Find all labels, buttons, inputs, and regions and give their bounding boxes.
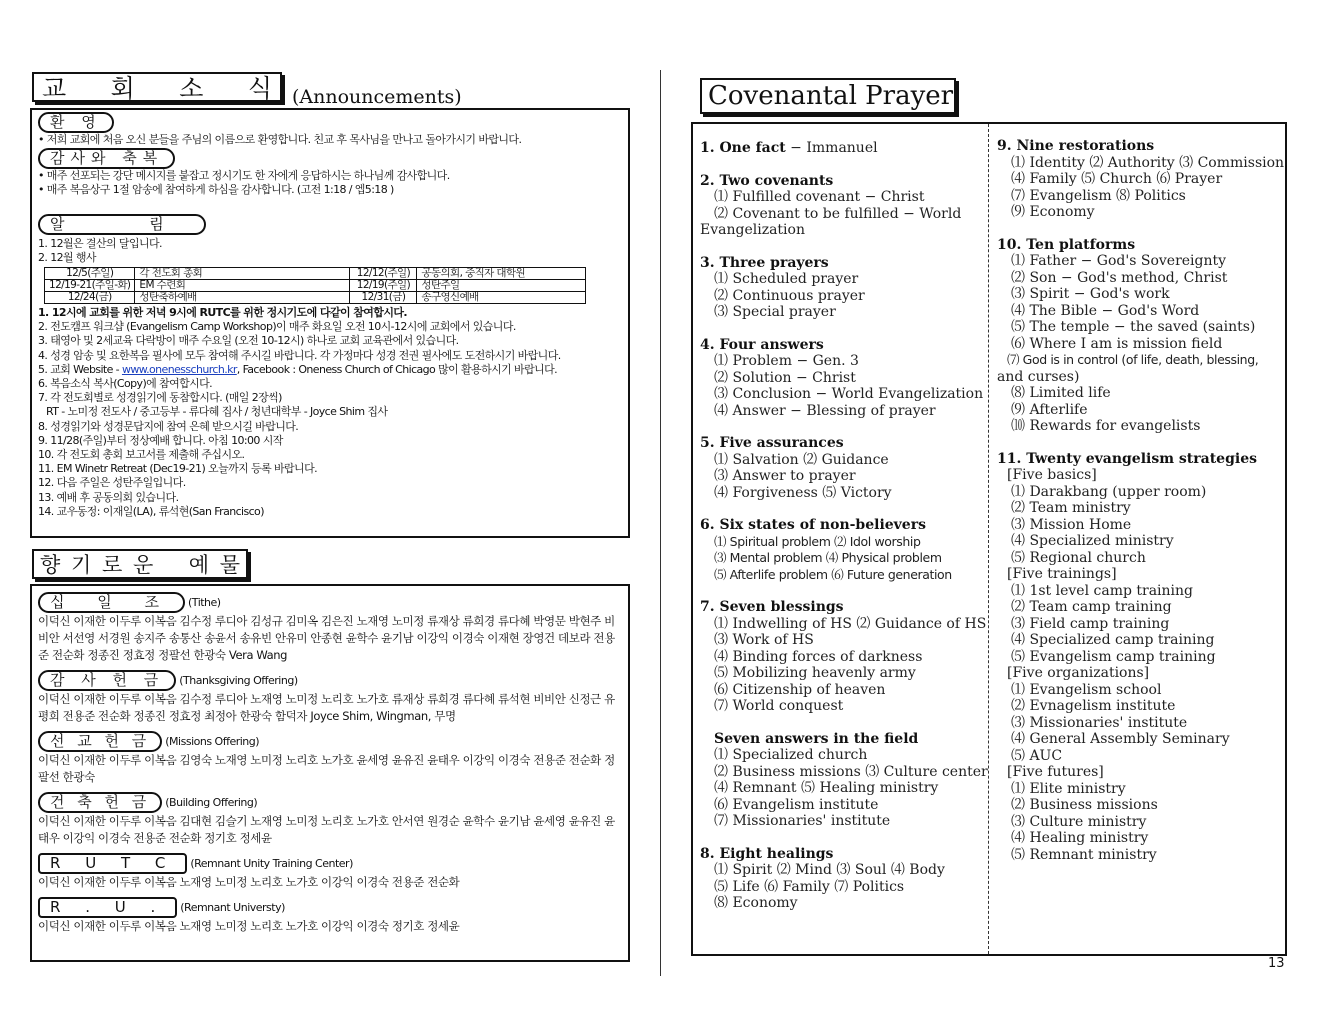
prayer-line: ⑸ AUC — [1011, 747, 1063, 764]
website-link[interactable]: www.onenesschurch.kr — [121, 362, 237, 376]
prayer-line: ⑴ Spiritual problem ⑵ Idol worship — [714, 533, 921, 549]
prayer-section-heading — [700, 517, 984, 534]
notice-item: RT - 노미정 전도사 / 중고등부 - 류다혜 집사 / 청년대학부 - Joyce Shim 집사 — [46, 405, 388, 419]
ru-names: 이덕신 이재한 이두루 이복음 노재영 노미정 노리호 노가호 이강익 이경숙 정기호 정세윤 — [38, 919, 460, 933]
prayer-line: ⑽ Rewards for evangelists — [1011, 418, 1201, 434]
prayer-line: ⑷ General Assembly Seminary — [1011, 731, 1230, 747]
ru-label: R . U . — [38, 897, 177, 918]
notice-item: 13. 예배 후 공동의회 있습니다. — [38, 490, 179, 504]
prayer-line: ⑵ Team ministry — [1011, 500, 1131, 516]
notice-item: 9. 11/28(주일)부터 정상예배 합니다. 아침 10:00 시작 — [38, 433, 283, 447]
prayer-line: ⑵ Covenant to be fulfilled − World — [714, 205, 962, 222]
prayer-line: ⑸ Mobilizing heavenly army — [714, 665, 916, 681]
prayer-line: ⑷ Healing ministry — [1011, 830, 1149, 846]
prayer-section-heading — [700, 337, 984, 354]
section-gap — [700, 419, 984, 435]
table-cell: 12/19-21(주일-화) — [45, 280, 135, 292]
heading-text: 2. Two covenants — [700, 172, 834, 189]
prayer-line: ⑴ Fulfilled covenant − Christ — [714, 189, 925, 205]
table-cell: 12/31(금) — [350, 292, 417, 304]
section-gap — [700, 157, 984, 173]
announcements-box — [30, 108, 630, 538]
prayer-line: [Five organizations] — [1007, 665, 1150, 681]
section-gap — [700, 715, 984, 731]
prayer-line: ⑺ Evangelism ⑻ Politics — [1011, 187, 1186, 204]
heading-text: 5. Five assurances — [700, 435, 844, 451]
prayer-line: ⑹ Where I am is mission field — [1011, 335, 1223, 352]
prayer-line: ⑺ God is in control (of life, death, blessing, — [1007, 352, 1259, 367]
table-cell: 12/5(주일) — [45, 268, 135, 280]
welcome-line: • 저희 교회에 처음 오신 분들을 주님의 이름으로 환영합니다. 친교 후 목사님을 만나고 돌아가시기 바랍니다. — [38, 133, 522, 146]
prayer-section-heading — [700, 846, 984, 863]
notice-intro: 2. 12월 행사 — [38, 250, 96, 264]
missions-names: 이덕신 이재한 이두루 이복음 김영숙 노재영 노미정 노리호 노가호 윤세영 윤유진 윤태우 이강익 이경숙 전용준 전순화 정팔선 한광숙 — [38, 753, 615, 784]
notice-item: 6. 복음소식 복사(Copy)에 참여합시다. — [38, 377, 213, 391]
prayer-line: ⑶ Answer to prayer — [714, 468, 856, 484]
prayer-line: ⑵ Evnagelism institute — [1011, 698, 1176, 714]
notice-item-website — [38, 363, 622, 377]
section-gap — [700, 321, 984, 337]
prayer-line: ⑴ Specialized church — [714, 747, 868, 763]
notice-item: 11. EM Winetr Retreat (Dec19-21) 오늘까지 등록 바랍니다. — [38, 462, 317, 476]
section-gap — [700, 239, 984, 255]
building-en: (Building Offering) — [165, 796, 258, 809]
welcome-label: 환 영 — [38, 112, 114, 133]
prayer-line: and curses) — [997, 368, 1080, 385]
notice-item: 14. 교우동정: 이재일(LA), 류석현(San Francisco) — [38, 504, 264, 518]
prayer-line: ⑺ Missionaries' institute — [714, 813, 891, 829]
website-prefix: 5. 교회 Website - — [38, 362, 122, 376]
missions-label: 선 교 헌 금 — [38, 731, 162, 752]
title-char: 기 — [71, 553, 92, 577]
covenantal-left-column — [700, 140, 988, 912]
table-cell: 송구영신예배 — [417, 292, 586, 304]
rutc-en: (Remnant Unity Training Center) — [190, 857, 353, 870]
prayer-line: ⑴ Problem − Gen. 3 — [714, 353, 859, 369]
offerings-box — [30, 584, 630, 962]
prayer-line: [Five basics] — [1007, 467, 1097, 483]
thanksgiving-label: 감 사 헌 금 — [38, 670, 176, 691]
prayer-line: ⑷ Specialized camp training — [1011, 632, 1215, 648]
prayer-line: ⑶ Culture ministry — [1011, 813, 1147, 830]
building-names: 이덕신 이재한 이두루 이복음 김대현 김슬기 노재영 노미정 노리호 노가호 안서연 원경순 윤학수 윤기남 윤세영 윤유진 윤태우 이강익 이경숙 전용준 전순화 정기호 정세윤 — [38, 814, 615, 845]
ru-en: (Remnant Universty) — [180, 901, 285, 914]
table-cell: 성탄축하예배 — [135, 292, 350, 304]
title-char: 물 — [219, 553, 240, 577]
covenantal-right-column — [997, 138, 1283, 863]
notice-item: 10. 각 전도회 총회 보고서를 제출해 주십시오. — [38, 448, 245, 462]
section-gap — [700, 830, 984, 846]
table-cell: 각 전도회 총회 — [135, 268, 350, 280]
section-gap — [700, 501, 984, 517]
prayer-section-heading — [700, 435, 984, 452]
section-gap — [997, 435, 1283, 451]
heading-text: 6. Six states of non-believers — [700, 517, 926, 533]
missions-en: (Missions Offering) — [165, 735, 260, 748]
table-cell: 12/19(주일) — [350, 280, 417, 292]
prayer-line: ⑹ Evangelism institute — [714, 796, 879, 813]
heading-text: 11. Twenty evangelism strategies — [997, 450, 1257, 467]
table-cell: EM 수련회 — [135, 280, 350, 292]
title-char: 식 — [247, 74, 272, 103]
prayer-line: ⑶ Missionaries' institute — [1011, 714, 1188, 731]
prayer-line: ⑵ Continuous prayer — [714, 287, 865, 304]
prayer-line: ⑼ Afterlife — [1011, 401, 1088, 418]
prayer-line: ⑻ Economy — [714, 895, 798, 911]
rutc-names: 이덕신 이재한 이두루 이복음 노재영 노미정 노리호 노가호 이강익 이경숙 전용준 전순화 — [38, 875, 460, 889]
section-gap — [997, 221, 1283, 237]
table-cell: 12/24(금) — [45, 292, 135, 304]
title-char: 회 — [110, 74, 135, 103]
notice-item: 7. 각 전도회별로 성경읽기에 동참합시다. (매일 2장씩) — [38, 391, 282, 405]
prayer-line: ⑵ Team camp training — [1011, 599, 1172, 615]
prayer-section-heading — [997, 138, 1283, 155]
prayer-line: ⑷ Binding forces of darkness — [714, 648, 923, 665]
thanks-line: • 매주 복음상구 1절 암송에 참여하게 하심을 감사합니다. (고전 1:18 / 엡5:18 ) — [38, 183, 394, 197]
title-char: 예 — [188, 553, 209, 577]
prayer-line: ⑷ Answer − Blessing of prayer — [714, 402, 936, 419]
prayer-line: ⑸ Regional church — [1011, 549, 1146, 566]
page-number: 13 — [1268, 956, 1285, 971]
prayer-line: [Five trainings] — [1007, 566, 1117, 582]
prayer-section-heading — [700, 599, 984, 616]
prayer-line: ⑴ Evangelism school — [1011, 681, 1162, 698]
prayer-line: ⑴ Spirit ⑵ Mind ⑶ Soul ⑷ Body — [714, 862, 945, 878]
events-table — [44, 267, 586, 304]
prayer-line: ⑶ Conclusion − World Evangelization — [714, 386, 984, 402]
prayer-line: ⑷ Remnant ⑸ Healing ministry — [714, 780, 939, 796]
prayer-line: ⑸ Remnant ministry — [1011, 846, 1157, 863]
prayer-section-heading — [700, 731, 984, 748]
heading-text: 7. Seven blessings — [700, 599, 844, 615]
prayer-line: ⑶ Special prayer — [714, 304, 836, 320]
thanks-label: 감사와 축복 — [38, 148, 175, 169]
prayer-section-heading — [997, 451, 1283, 468]
prayer-line: ⑹ Citizenship of heaven — [714, 681, 886, 698]
prayer-line: ⑶ Spirit − God's work — [1011, 286, 1170, 302]
prayer-line: ⑴ Scheduled prayer — [714, 271, 859, 287]
prayer-line: ⑸ Evangelism camp training — [1011, 648, 1216, 665]
column-divider — [988, 124, 989, 954]
heading-text: 8. Eight healings — [700, 845, 834, 862]
thanksgiving-en: (Thanksgiving Offering) — [179, 674, 298, 687]
building-label: 건 축 헌 금 — [38, 792, 162, 813]
prayer-line: ⑴ Salvation ⑵ Guidance — [714, 451, 889, 468]
tithe-en: (Tithe) — [188, 596, 221, 609]
prayer-line: ⑷ Family ⑸ Church ⑹ Prayer — [1011, 171, 1223, 187]
prayer-line: ⑴ Elite ministry — [1011, 780, 1126, 797]
covenantal-prayer-title: Covenantal Prayer — [700, 78, 956, 114]
section-gap — [700, 583, 984, 599]
prayer-line: ⑵ Solution − Christ — [714, 369, 856, 386]
title-char: 교 — [42, 74, 67, 103]
heading-text: 9. Nine restorations — [997, 138, 1155, 154]
heading-text: 1. One fact — [700, 140, 786, 156]
heading-text: 4. Four answers — [700, 336, 824, 353]
table-cell: 공동의회, 중직자 대학원 — [417, 268, 586, 280]
prayer-line: ⑶ Field camp training — [1011, 615, 1170, 632]
prayer-line: ⑴ Identity ⑵ Authority ⑶ Commission — [1011, 154, 1285, 171]
title-char: 소 — [179, 74, 204, 103]
prayer-line: ⑷ Specialized ministry — [1011, 533, 1174, 549]
prayer-line: ⑴ Indwelling of HS ⑵ Guidance of HS — [714, 615, 987, 632]
notice-item: 8. 성경읽기와 성경문답지에 참여 은혜 받으시길 바랍니다. — [38, 419, 299, 433]
announcements-subtitle: (Announcements) — [292, 86, 462, 108]
prayer-line: ⑸ Life ⑹ Family ⑺ Politics — [714, 878, 905, 895]
prayer-line: ⑼ Economy — [1011, 204, 1095, 220]
title-char: 운 — [133, 553, 154, 577]
prayer-line: ⑵ Business missions — [1011, 797, 1158, 813]
prayer-line: ⑵ Son − God's method, Christ — [1011, 269, 1228, 286]
page-divider — [660, 70, 661, 976]
offerings-title — [32, 549, 248, 579]
prayer-section-heading — [700, 255, 984, 272]
prayer-line: Evangelization — [700, 222, 805, 238]
prayer-line: ⑶ Work of HS — [714, 632, 814, 648]
table-row — [45, 280, 586, 292]
prayer-line: [Five futures] — [1007, 764, 1104, 780]
prayer-line: ⑴ 1st level camp training — [1011, 582, 1193, 599]
notice-label: 알 림 — [38, 214, 206, 235]
heading-text: 10. Ten platforms — [997, 236, 1136, 253]
title-char: 로 — [102, 553, 123, 577]
table-cell: 12/12(주일) — [350, 268, 417, 280]
tithe-names: 이덕신 이재한 이두루 이복음 김수정 루디아 김성규 김미옥 김은진 노재영 노미정 류재상 류희경 류다혜 박영문 박현주 비비안 서선영 서경원 송지주 송통산 송윤서 송유빈 안유미 안종현 윤학수 윤기남 이강익 이경숙 이재현 장영건 데보라 전용준 전순화 정종진 정효정 정팔선 한광숙 Vera Wang — [38, 614, 615, 662]
announcements-title — [32, 72, 282, 102]
prayer-section-heading — [700, 173, 984, 190]
notice-item: 3. 태영아 및 2세교육 다락방이 매주 수요일 (오전 10-12시) 하나로 교회 교육관에서 있습니다. — [38, 334, 459, 348]
prayer-line: ⑺ World conquest — [714, 698, 844, 714]
thanks-line: • 매주 선포되는 강단 메시지를 붙잡고 정시기도 한 자에게 응답하시는 하나님께 감사합니다. — [38, 169, 450, 183]
heading-text: Seven answers in the field — [714, 730, 919, 747]
table-row — [45, 268, 586, 280]
title-char: 향 — [40, 553, 61, 577]
thanksgiving-names: 이덕신 이재한 이두루 이복음 김수정 루디아 노재영 노미정 노리호 노가호 류재상 류희경 류다혜 류석현 비비안 신정근 유평희 전용준 전순화 정종진 정효정 최정아 한광숙 함덕자 Joyce Shim, Wingman, 무명 — [38, 692, 615, 723]
heading-tail: − Immanuel — [785, 140, 878, 156]
prayer-line: ⑴ Darakbang (upper room) — [1011, 483, 1207, 500]
prayer-line: ⑶ Mental problem ⑷ Physical problem — [714, 550, 942, 565]
prayer-line: ⑸ The temple − the saved (saints) — [1011, 319, 1256, 335]
website-suffix: , Facebook : Oneness Church of Chicago 많이 활용하시기 바랍니다. — [236, 362, 558, 376]
prayer-line: ⑵ Business missions ⑶ Culture center — [714, 763, 988, 780]
tithe-label: 십 일 조 — [38, 592, 185, 613]
prayer-section-heading — [997, 237, 1283, 254]
prayer-line: ⑴ Father − God's Sovereignty — [1011, 253, 1227, 269]
notice-item: 2. 전도캠프 워크샵 (Evangelism Camp Workshop)이 매주 화요일 오전 10시-12시에 교회에서 있습니다. — [38, 320, 516, 334]
prayer-line: ⑷ Forgiveness ⑸ Victory — [714, 484, 892, 501]
notice-intro: 1. 12월은 결산의 달입니다. — [38, 236, 162, 250]
notice-item: 4. 성경 암송 및 요한복음 필사에 모두 참여해 주시길 바랍니다. 각 가정마다 성경 전권 필사에도 도전하시기 바랍니다. — [38, 348, 561, 362]
prayer-section-heading — [700, 140, 984, 157]
notice-item: 1. 12시에 교회를 위한 저녁 9시에 RUTC를 위한 정시기도에 다같이 참여합시다. — [38, 306, 407, 320]
table-cell: 성탄주일 — [417, 280, 586, 292]
prayer-line: ⑶ Mission Home — [1011, 516, 1132, 533]
table-row — [45, 292, 586, 304]
prayer-line: ⑸ Afterlife problem ⑹ Future generation — [714, 566, 952, 582]
prayer-line: ⑻ Limited life — [1011, 385, 1111, 401]
rutc-label: R U T C — [38, 853, 187, 874]
notice-item: 12. 다음 주일은 성탄주일입니다. — [38, 476, 186, 490]
heading-text: 3. Three prayers — [700, 254, 829, 271]
prayer-line: ⑷ The Bible − God's Word — [1011, 302, 1200, 319]
